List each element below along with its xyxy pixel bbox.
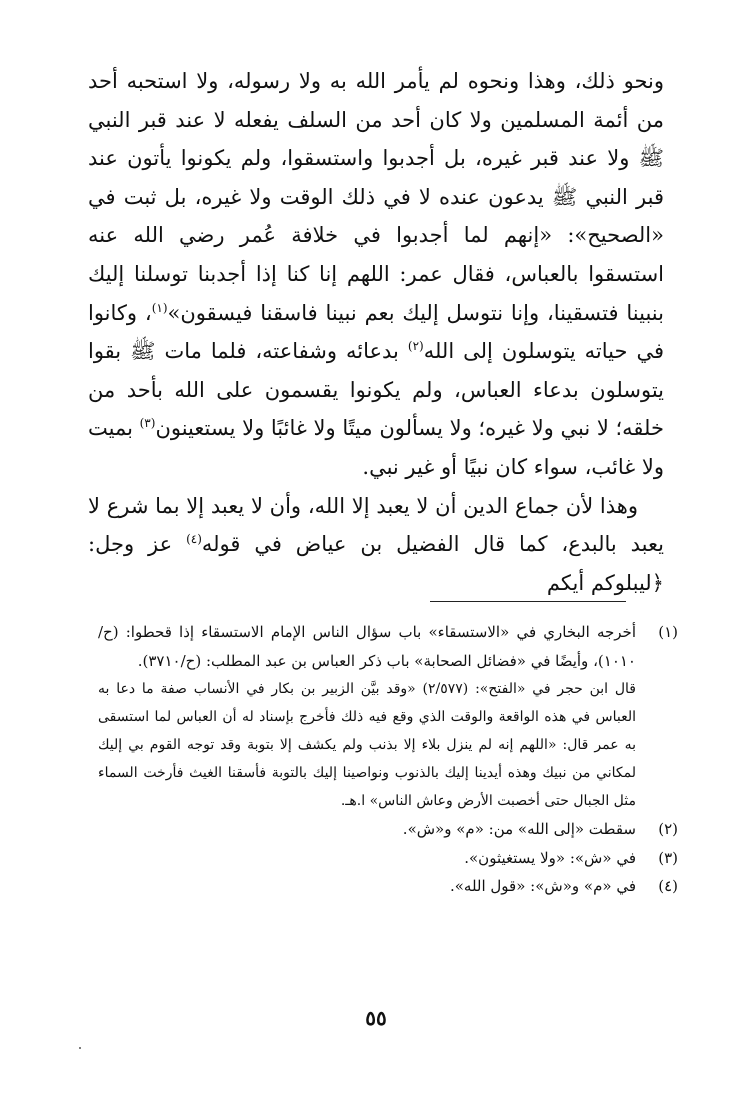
paragraph-2-text-a: وهذا لأن جماع الدين أن لا يعبد إلا الله، وأن لا يعبد إلا بما شرع لا يعبد بالبدع، كما قال الفضيل بن عياض في قوله — [88, 493, 664, 557]
footnote-body — [98, 675, 636, 815]
footnotes — [98, 618, 678, 901]
footnote-body — [98, 618, 636, 675]
footnote-body — [98, 872, 636, 901]
footnote-body — [98, 815, 636, 844]
paragraph-1-text-c: بدعائه وشفاعته، فلما مات ﷺ بقوا يتوسلون بدعاء العباس، ولم يكونوا يقسمون على الله بأحد من خلقه؛ لا نبي ولا غيره؛ ولا يسألون ميتًا ولا غائبًا ولا يستعينون — [88, 339, 664, 441]
paragraph-1-text-a: ونحو ذلك، وهذا ونحوه لم يأمر الله به ولا رسوله، ولا استحبه أحد من أئمة المسلمين ولا كان أحد من السلف يفعله لا عند قبر النبي ﷺ ولا عند قبر غيره، بل أجدبوا واستسقوا، ولم يكونوا يأتون عند قبر النبي ﷺ يدعون عنده لا في ذلك الوقت ولا غيره، بل ثبت في «الصحيح»: «إنهم لما أجدبوا في خلافة عُمر رضي الله عنه استسقوا بالعباس، فقال عمر: اللهم إنا كنا إذا أجدبنا توسلنا إليك بنبينا فتسقينا، وإنا نتوسل إليك بعم نبينا فاسقنا فيسقون» — [88, 69, 664, 325]
footnote-number: (٢) — [658, 820, 678, 838]
paragraph-1-text-b: ، وكانوا في حياته يتوسلون إلى الله — [88, 300, 664, 364]
footnote-4 — [98, 872, 678, 901]
footnote-text: في «ش»: «ولا يستغيثون». — [464, 848, 636, 867]
scan-speck — [79, 1047, 81, 1049]
footnote-text: في «م» و«ش»: «قول الله». — [449, 877, 636, 895]
footnote-number: (٤) — [658, 877, 678, 895]
footnote-text: سقطت «إلى الله» من: «م» و«ش». — [402, 820, 636, 838]
footnote-body — [98, 844, 636, 873]
paragraph-1-text-d: بميت ولا غائب، سواء كان نبيًا أو غير نبي. — [87, 416, 664, 479]
footnote-ref-4: (٤) — [186, 532, 202, 547]
footnote-ref-2: (٢) — [407, 339, 424, 354]
footnote-separator — [430, 601, 626, 602]
main-paragraph-2 — [88, 487, 664, 603]
footnote-ref-1: (١) — [151, 300, 168, 315]
footnote-number: (٣) — [658, 848, 678, 867]
main-paragraph-1 — [88, 62, 664, 487]
footnote-2 — [98, 815, 678, 844]
footnote-commentary-text: قال ابن حجر في «الفتح»: (٢/٥٧٧) «وقد بيَّن الزبير بن بكار في الأنساب صفة ما دعا به العباس في هذه الواقعة والوقت الذي وقع فيه ذلك فأخرج بإسناد له أن العباس لما استسقى به عمر قال: «اللهم إنه لم ينزل بلاء إلا بذنب ولم يكشف إلا بتوبة وقد توجه القوم بي إليك لمكاني من نبيك وهذه أيدينا إليك بالذنوب ونواصينا إليك بالتوبة فأسقنا الغيث فأرخت السماء مثل الجبال حتى أخصبت الأرض وعاش الناس» ا.هـ. — [98, 681, 636, 809]
page-number: ٥٥ — [365, 1006, 387, 1030]
footnote-3 — [98, 844, 678, 873]
footnote-number: (١) — [658, 623, 678, 641]
footnote-ref-3: (٣) — [139, 416, 156, 431]
footnote-text: أخرجه البخاري في «الاستسقاء» باب سؤال الناس الإمام الاستسقاء إذا قحطوا: (ح/١٠١٠)، وأيضًا في «فضائل الصحابة» باب ذكر العباس بن عبد المطلب: (ح/٣٧١٠). — [98, 623, 636, 670]
paragraph-2-text-b: عز وجل: ﴿ليبلوكم أيكم — [88, 532, 664, 595]
main-text — [88, 62, 664, 602]
footnote-1 — [98, 618, 678, 675]
footnote-1-commentary — [98, 675, 678, 815]
